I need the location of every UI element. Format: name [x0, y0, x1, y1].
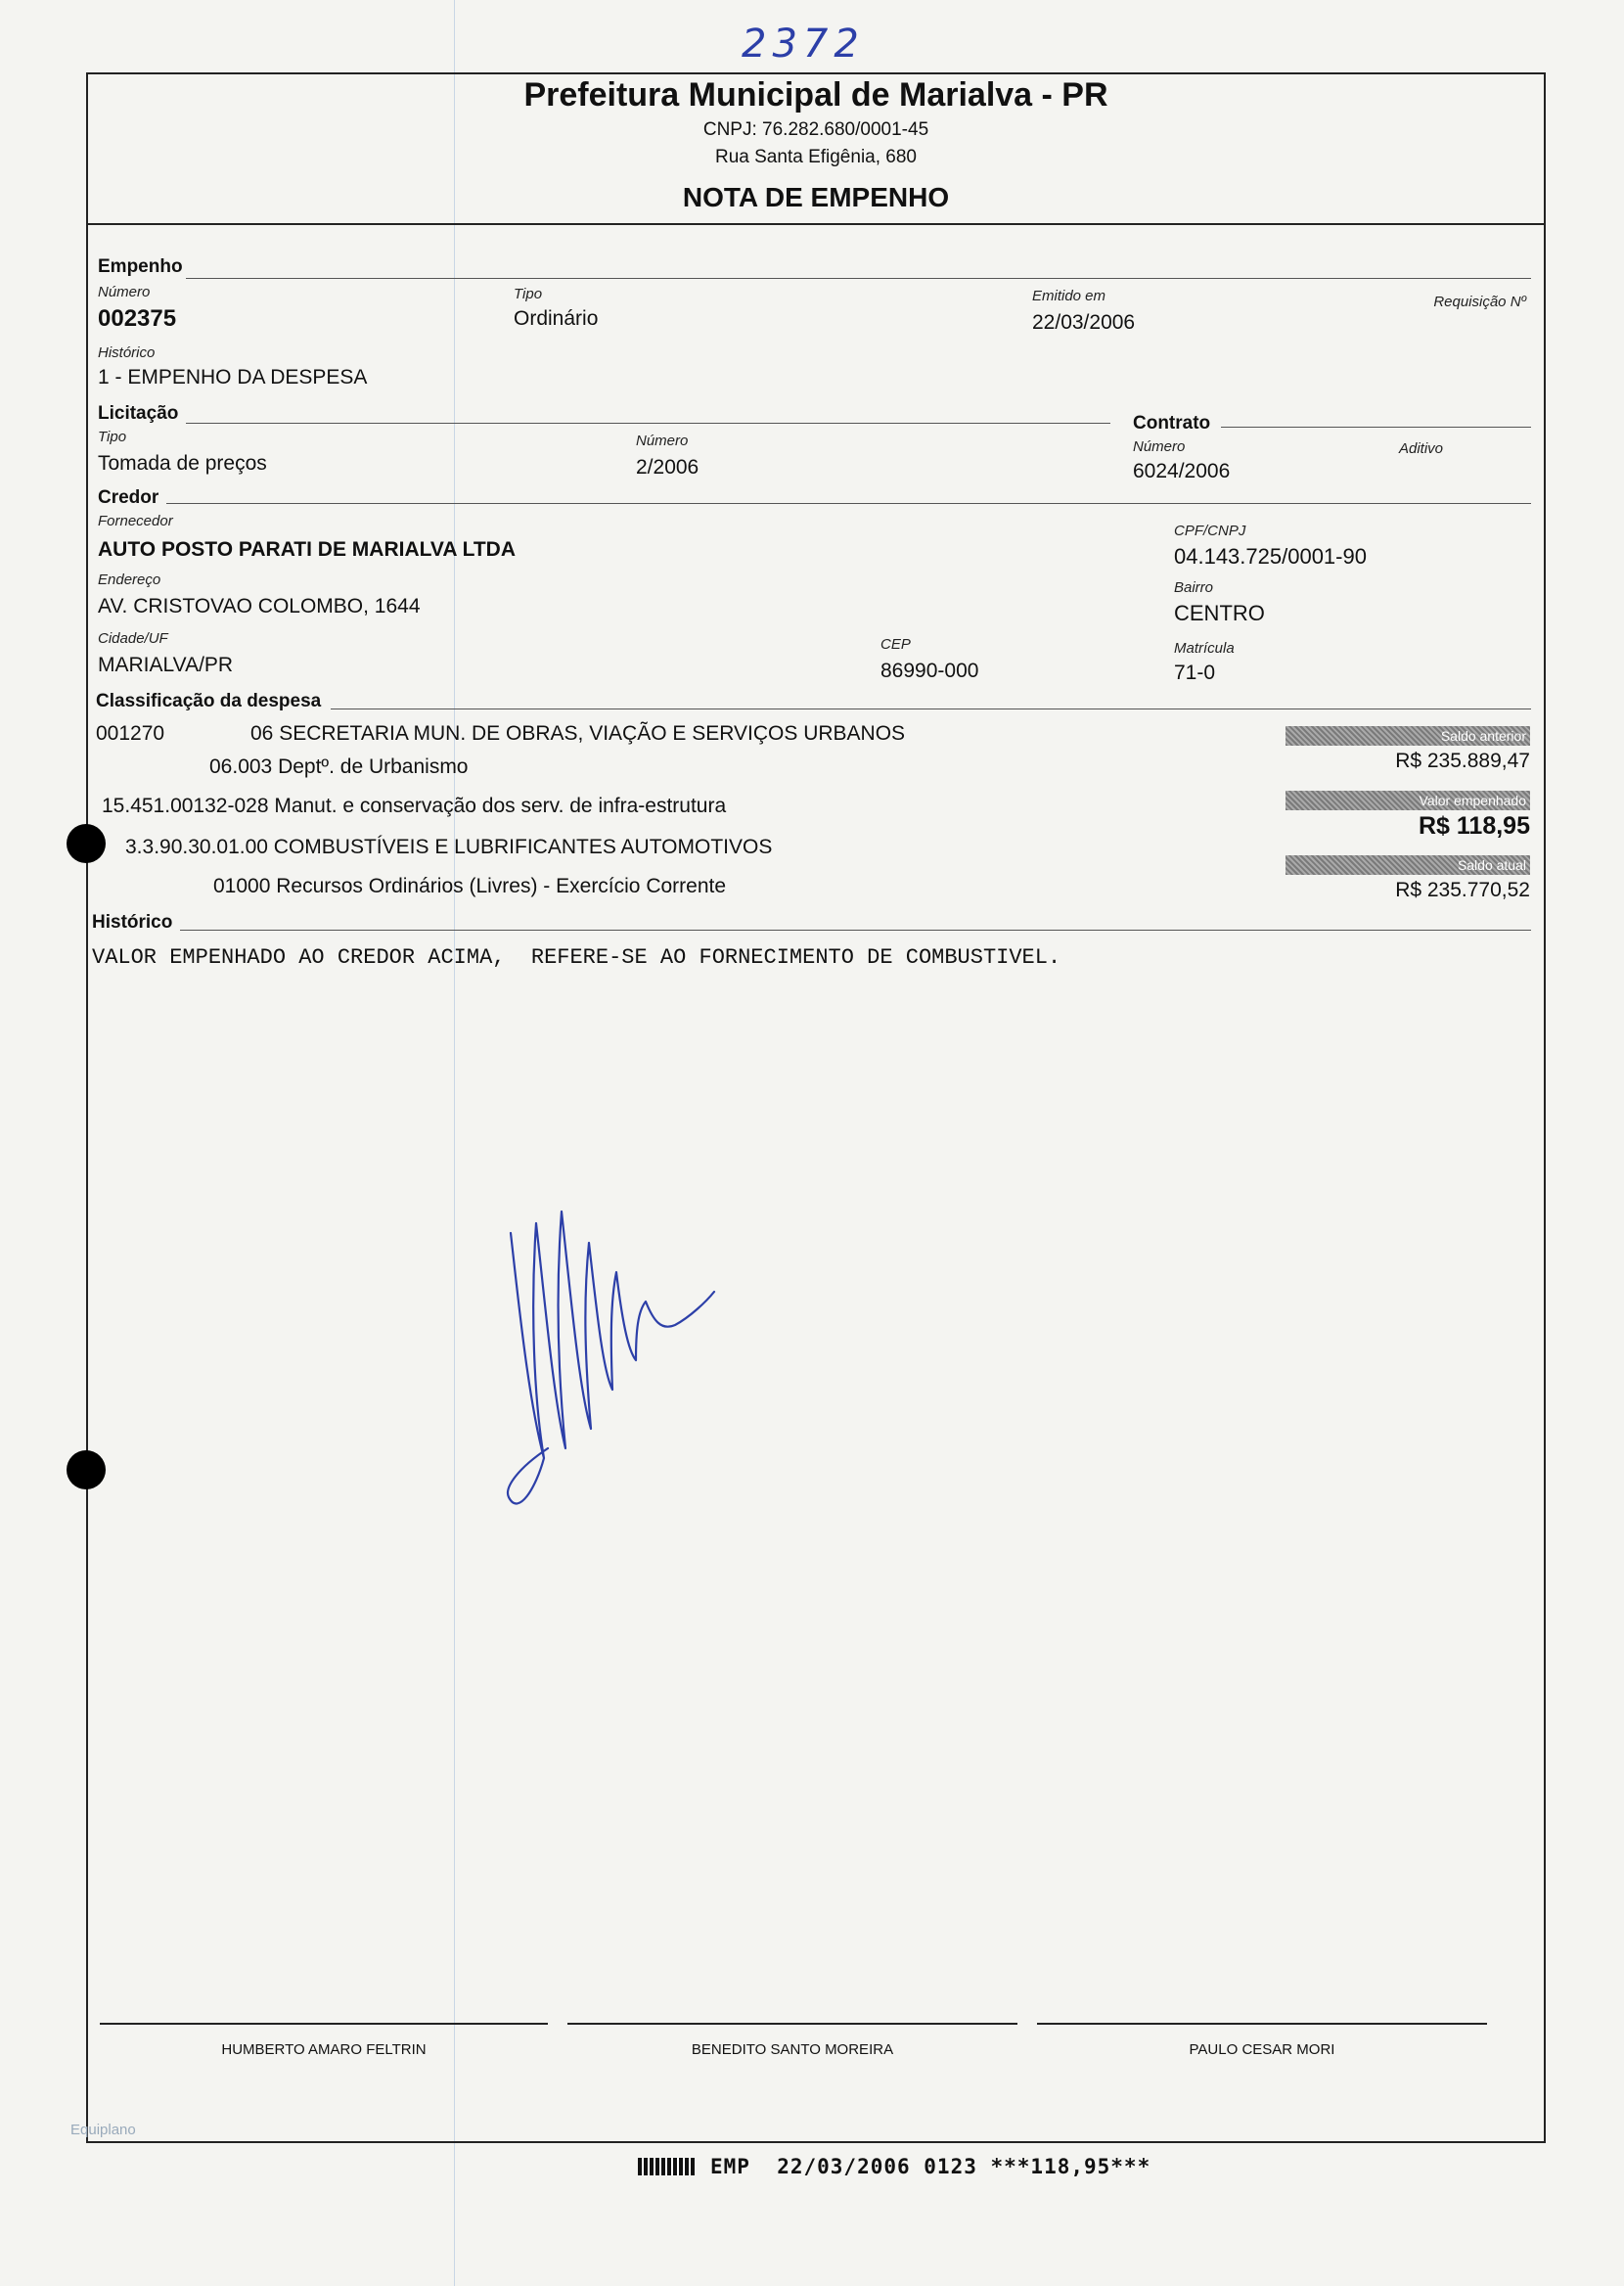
contrato-numero-label: Número: [1133, 438, 1186, 455]
requisicao-label: Requisição Nº: [1433, 294, 1526, 310]
valor-empenhado-value: R$ 118,95: [1419, 812, 1530, 840]
section-contrato: Contrato: [1133, 413, 1211, 434]
saldo-atual-value: R$ 235.770,52: [1395, 879, 1530, 901]
matricula-label: Matrícula: [1174, 640, 1235, 657]
endereco-label: Endereço: [98, 572, 161, 588]
aditivo-label: Aditivo: [1399, 440, 1444, 457]
municipality-title: Prefeitura Municipal de Marialva - PR: [523, 76, 1108, 114]
signature-scribble: [489, 1204, 724, 1517]
section-contrato-rule: [1221, 427, 1531, 428]
empenho-historico: 1 - EMPENHO DA DESPESA: [98, 366, 368, 389]
signature-line-2: [567, 2023, 1017, 2025]
fornecedor-name: AUTO POSTO PARATI DE MARIALVA LTDA: [98, 538, 516, 561]
emitido-date: 22/03/2006: [1032, 311, 1136, 334]
signatory-3: PAULO CESAR MORI: [1189, 2041, 1335, 2058]
authentication-stamp: [638, 2155, 1150, 2178]
licitacao-tipo: Tomada de preços: [98, 452, 267, 475]
empenho-numero: 002375: [98, 305, 177, 332]
signature-line-3: [1037, 2023, 1487, 2025]
section-credor: Credor: [98, 487, 159, 508]
empenho-tipo-label: Tipo: [514, 286, 543, 302]
stamp-logo-icon: [638, 2158, 695, 2175]
classificacao-code: 001270: [96, 722, 165, 745]
header-separator: [86, 223, 1546, 225]
section-licitacao-rule: [186, 423, 1110, 424]
punch-hole-bottom: [67, 1450, 106, 1489]
cep-value: 86990-000: [880, 660, 979, 682]
section-empenho: Empenho: [98, 256, 183, 277]
valor-empenhado-label: Valor empenhado: [1286, 791, 1530, 810]
document-title: NOTA DE EMPENHO: [682, 182, 950, 212]
classificacao-elemento: 3.3.90.30.01.00 COMBUSTÍVEIS E LUBRIFICANTES AUTOMOTIVOS: [125, 836, 773, 858]
signatory-1: HUMBERTO AMARO FELTRIN: [221, 2041, 427, 2058]
contrato-numero: 6024/2006: [1133, 460, 1231, 482]
classificacao-secretaria: 06 SECRETARIA MUN. DE OBRAS, VIAÇÃO E SERVIÇOS URBANOS: [250, 722, 906, 745]
empenho-tipo: Ordinário: [514, 307, 599, 330]
licitacao-numero-label: Número: [636, 433, 689, 449]
address-text: Rua Santa Efigênia, 680: [715, 147, 917, 167]
cnpj-text: CNPJ: 76.282.680/0001-45: [702, 119, 929, 140]
signatory-2: BENEDITO SANTO MOREIRA: [691, 2041, 894, 2058]
stamp-text: EMP 22/03/2006 0123 ***118,95***: [710, 2155, 1151, 2178]
software-watermark: Equiplano: [70, 2122, 136, 2138]
cpf-cnpj-label: CPF/CNPJ: [1174, 523, 1246, 539]
classificacao-departamento: 06.003 Deptº. de Urbanismo: [209, 755, 469, 778]
saldo-atual-label: Saldo atual: [1286, 855, 1530, 875]
saldo-anterior-label: Saldo anterior: [1286, 726, 1530, 746]
punch-hole-top: [67, 824, 106, 863]
section-credor-rule: [166, 503, 1531, 504]
section-licitacao: Licitação: [98, 403, 179, 424]
cep-label: CEP: [880, 636, 911, 653]
signature-line-1: [100, 2023, 548, 2025]
classificacao-funcional: 15.451.00132-028 Manut. e conservação dos serv. de infra-estrutura: [102, 795, 727, 817]
matricula-value: 71-0: [1174, 662, 1216, 684]
historico-text: VALOR EMPENHADO AO CREDOR ACIMA, REFERE-SE AO FORNECIMENTO DE COMBUSTIVEL.: [92, 945, 1061, 970]
bairro-label: Bairro: [1174, 579, 1214, 596]
section-classificacao: Classificação da despesa: [96, 691, 322, 711]
licitacao-numero: 2/2006: [636, 456, 699, 479]
handwritten-page-number: 2372: [742, 22, 865, 67]
saldo-anterior-value: R$ 235.889,47: [1395, 750, 1530, 772]
endereco-value: AV. CRISTOVAO COLOMBO, 1644: [98, 595, 421, 617]
section-empenho-rule: [186, 278, 1531, 279]
cpf-cnpj-value: 04.143.725/0001-90: [1174, 544, 1367, 569]
fornecedor-label: Fornecedor: [98, 513, 173, 529]
bairro-value: CENTRO: [1174, 601, 1265, 625]
emitido-label: Emitido em: [1032, 288, 1106, 304]
section-historico-rule: [180, 930, 1531, 931]
cidade-label: Cidade/UF: [98, 630, 168, 647]
section-historico: Histórico: [92, 912, 173, 933]
classificacao-recurso: 01000 Recursos Ordinários (Livres) - Exercício Corrente: [213, 875, 727, 897]
empenho-historico-label: Histórico: [98, 344, 156, 361]
cidade-value: MARIALVA/PR: [98, 654, 234, 676]
licitacao-tipo-label: Tipo: [98, 429, 127, 445]
empenho-numero-label: Número: [98, 284, 151, 300]
